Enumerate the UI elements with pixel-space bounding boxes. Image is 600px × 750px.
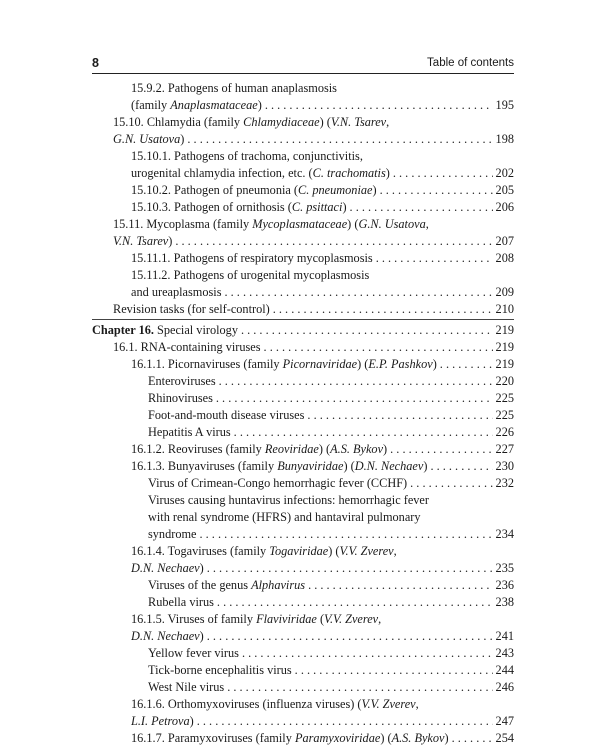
text-segment: )	[342, 200, 347, 214]
toc-entry-title	[113, 115, 389, 129]
toc-entry-title	[131, 284, 222, 301]
toc-page-number: 254	[495, 731, 514, 745]
toc-line-15-11-b	[113, 233, 514, 250]
italic-text: D.N. Nechaev	[131, 629, 200, 643]
italic-text: V.V. Zverev	[339, 544, 394, 558]
toc-line-15-10-1-a	[131, 148, 514, 165]
italic-text: D.N. Nechaev	[131, 561, 200, 575]
toc-page-number: 219	[495, 340, 514, 354]
dot-leader	[200, 526, 493, 543]
italic-text: V.V. Zverev	[324, 612, 379, 626]
text-segment: 16.1.6. Orthomyxoviruses (influenza viruses) (	[131, 697, 362, 711]
text-segment: )	[385, 166, 390, 180]
dot-leader	[241, 322, 493, 339]
toc-line-16-1-1	[131, 356, 514, 373]
toc-line-15-9-2-a	[131, 80, 514, 97]
text-segment: and ureaplasmosis	[131, 285, 222, 299]
toc-entry-title	[148, 373, 216, 390]
dot-leader	[452, 730, 493, 747]
dot-leader	[295, 662, 493, 679]
toc-entry-title	[131, 441, 387, 458]
text-segment: Foot-and-mouth disease viruses	[148, 408, 305, 422]
dot-leader	[376, 250, 493, 267]
italic-text: Flaviviridae	[256, 612, 317, 626]
toc-entry-title	[131, 97, 262, 114]
toc-line-16-1-5-b	[131, 628, 514, 645]
text-segment: )	[257, 98, 262, 112]
toc-entry-title	[131, 149, 363, 163]
toc-line-16-1-4-b	[131, 560, 514, 577]
italic-text: V.N. Tsarev	[113, 234, 169, 248]
toc-entry-title	[148, 493, 429, 507]
dot-leader	[380, 182, 493, 199]
text-segment: ) (	[328, 544, 340, 558]
dot-leader	[264, 339, 493, 356]
toc-page-number: 219	[495, 357, 514, 371]
toc-page-number: 241	[495, 629, 514, 643]
toc-page-number: 230	[495, 459, 514, 473]
toc-entry-title	[113, 217, 429, 231]
toc-page-number: 208	[495, 251, 514, 265]
text-segment: ,	[386, 115, 390, 129]
toc-line-hfrs-b	[148, 509, 514, 526]
toc-entry-title	[131, 81, 337, 95]
toc-line-rhinoviruses	[148, 390, 514, 407]
toc-entry-title	[148, 390, 213, 407]
toc-page-number: 206	[495, 200, 514, 214]
text-segment: (	[316, 612, 325, 626]
toc-line-west-nile	[148, 679, 514, 696]
toc-page-number: 236	[495, 578, 514, 592]
toc-line-15-10-b	[113, 131, 514, 148]
italic-text: A.S. Bykov	[330, 442, 384, 456]
toc-page-number: 225	[495, 408, 514, 422]
text-segment: )	[383, 442, 388, 456]
dot-leader	[219, 373, 493, 390]
italic-text: L.I. Petrova	[131, 714, 190, 728]
text-segment: Yellow fever virus	[148, 646, 239, 660]
toc-page-number: 220	[495, 374, 514, 388]
toc-page-number: 235	[495, 561, 514, 575]
toc-page-number: 198	[495, 132, 514, 146]
text-segment: (family	[131, 98, 171, 112]
toc-entry-title	[131, 165, 390, 182]
text-segment: Viruses of the genus	[148, 578, 252, 592]
toc-line-15-11-2-a	[131, 267, 514, 284]
dot-leader	[440, 356, 493, 373]
text-segment: Virus of Crimean-Congo hemorrhagic fever (CCHF)	[148, 476, 408, 490]
italic-text: G.N. Usatova	[113, 132, 181, 146]
toc-entry-title	[131, 268, 369, 282]
dot-leader	[227, 679, 492, 696]
italic-text: Mycoplasmataceae	[252, 217, 348, 231]
text-segment: Revision tasks (for self-control)	[113, 302, 270, 316]
text-segment: 16.1.2. Reoviruses (family	[131, 442, 265, 456]
dot-leader	[207, 628, 493, 645]
text-segment: Viruses causing huntavirus infections: hemorrhagic fever	[148, 493, 429, 507]
text-segment: with renal syndrome (HFRS) and hantaviral pulmonary	[148, 510, 421, 524]
italic-text: Anaplasmataceae	[170, 98, 258, 112]
text-segment: 15.10.3. Pathogen of ornithosis (	[131, 200, 292, 214]
text-segment: )	[189, 714, 194, 728]
dot-leader	[187, 131, 492, 148]
toc-page-number: 234	[495, 527, 514, 541]
dot-leader	[242, 645, 493, 662]
toc-line-16-1-4-a	[131, 543, 514, 560]
text-segment: )	[199, 561, 204, 575]
toc-entry-title	[92, 322, 238, 339]
toc-page-number: 244	[495, 663, 514, 677]
text-segment: ,	[378, 612, 382, 626]
text-segment: )	[372, 183, 377, 197]
text-segment: ,	[425, 217, 429, 231]
toc-line-16-1-6-a	[131, 696, 514, 713]
toc-line-enteroviruses	[148, 373, 514, 390]
italic-text: Bunyaviridae	[277, 459, 344, 473]
text-segment: ,	[393, 544, 397, 558]
toc-line-15-9-2-b	[131, 97, 514, 114]
toc-page-number: 227	[495, 442, 514, 456]
toc-entry-title	[131, 560, 204, 577]
toc-entry-title	[131, 356, 437, 373]
text-segment: )	[444, 731, 449, 745]
text-segment: ) (	[347, 217, 359, 231]
italic-text: Reoviridae	[264, 442, 319, 456]
dot-leader	[430, 458, 492, 475]
italic-text: Picornaviridae	[282, 357, 358, 371]
text-segment: ,	[415, 697, 419, 711]
dot-leader	[273, 301, 493, 318]
toc-entry-title	[131, 182, 377, 199]
toc-entry-title	[131, 628, 204, 645]
toc-line-hepatitis-a	[148, 424, 514, 441]
text-segment: 16.1.5. Viruses of family	[131, 612, 257, 626]
toc-entry-title	[131, 697, 419, 711]
text-segment: ) (	[380, 731, 392, 745]
text-segment: West Nile virus	[148, 680, 225, 694]
toc-line-rubella	[148, 594, 514, 611]
dot-leader	[390, 441, 492, 458]
text-segment: 15.11.2. Pathogens of urogenital mycoplasmosis	[131, 268, 370, 282]
dot-leader	[410, 475, 492, 492]
toc-line-15-11-1	[131, 250, 514, 267]
dot-leader	[234, 424, 493, 441]
toc-line-revision-tasks	[113, 301, 514, 318]
text-segment: 16.1.3. Bunyaviruses (family	[131, 459, 278, 473]
toc-line-16-1-5-a	[131, 611, 514, 628]
toc-line-15-11-2-b	[131, 284, 514, 301]
toc-entry-title	[131, 250, 373, 267]
italic-text: Togaviridae	[269, 544, 329, 558]
text-segment: )	[423, 459, 428, 473]
toc-line-16-1-2	[131, 441, 514, 458]
page-number: 8	[92, 56, 99, 70]
text-segment: Hepatitis A virus	[148, 425, 231, 439]
toc-page-number: 226	[495, 425, 514, 439]
toc-page-number: 195	[495, 98, 514, 112]
text-segment: Rubella virus	[148, 595, 214, 609]
bold-text: Chapter 16.	[92, 323, 154, 337]
toc-entry-title	[131, 730, 449, 747]
text-segment: Special virology	[153, 323, 238, 337]
text-segment: )	[168, 234, 173, 248]
toc-entry-title	[148, 475, 407, 492]
toc-line-16-1-6-b	[131, 713, 514, 730]
toc-entry-title	[148, 424, 231, 441]
toc-entry-title	[148, 577, 305, 594]
italic-text: V.N. Tsarev	[330, 115, 387, 129]
text-segment: 16.1.4. Togaviruses (family	[131, 544, 270, 558]
text-segment: ) (	[343, 459, 355, 473]
text-segment: 15.10.1. Pathogens of trachoma, conjunctivitis,	[131, 149, 363, 163]
italic-text: E.P. Pashkov	[368, 357, 433, 371]
toc-line-15-10-2	[131, 182, 514, 199]
toc-entry-title	[131, 199, 347, 216]
chapter-separator	[92, 319, 514, 320]
text-segment: Enteroviruses	[148, 374, 216, 388]
toc-page-number: 225	[495, 391, 514, 405]
text-segment: 15.11.1. Pathogens of respiratory mycoplasmosis	[131, 251, 373, 265]
text-segment: 15.11. Mycoplasma (family	[113, 217, 253, 231]
toc-page-number: 246	[495, 680, 514, 694]
italic-text: C. psittaci	[291, 200, 343, 214]
toc-page-number: 238	[495, 595, 514, 609]
dot-leader	[197, 713, 493, 730]
toc-line-alphavirus	[148, 577, 514, 594]
text-segment: )	[432, 357, 437, 371]
toc-page-number: 243	[495, 646, 514, 660]
dot-leader	[308, 577, 492, 594]
toc-page-number: 210	[495, 302, 514, 316]
toc-line-cchf	[148, 475, 514, 492]
toc-page-number: 219	[495, 323, 514, 337]
toc-line-16-1-7	[131, 730, 514, 747]
toc-entry-title	[131, 713, 194, 730]
toc-page-number: 209	[495, 285, 514, 299]
italic-text: G.N. Usatova	[358, 217, 426, 231]
header-rule	[92, 73, 514, 74]
toc-line-hfrs-a	[148, 492, 514, 509]
toc-page-number: 202	[495, 166, 514, 180]
running-title: Table of contents	[427, 57, 514, 69]
text-segment: Rhinoviruses	[148, 391, 213, 405]
toc-page-number: 247	[495, 714, 514, 728]
dot-leader	[393, 165, 493, 182]
text-segment: 16.1. RNA-containing viruses	[113, 340, 261, 354]
text-segment: ) (	[319, 115, 331, 129]
italic-text: C. pneumoniae	[298, 183, 373, 197]
toc-line-15-11-a	[113, 216, 514, 233]
italic-text: V.V. Zverev	[361, 697, 416, 711]
dot-leader	[216, 390, 493, 407]
toc-entry-title	[113, 233, 172, 250]
text-segment: ) (	[357, 357, 369, 371]
toc-page-number: 205	[495, 183, 514, 197]
toc-entry-title	[131, 544, 397, 558]
toc-entry-title	[148, 662, 292, 679]
toc-entry-title	[148, 510, 421, 524]
toc-entry-title	[148, 645, 239, 662]
page-header	[92, 56, 514, 74]
dot-leader	[265, 97, 493, 114]
text-segment: urogenital chlamydia infection, etc. (	[131, 166, 313, 180]
dot-leader	[225, 284, 493, 301]
italic-text: Paramyxoviridae	[294, 731, 381, 745]
text-segment: 15.10.2. Pathogen of pneumonia (	[131, 183, 299, 197]
toc-line-15-10-3	[131, 199, 514, 216]
text-segment: 15.10. Chlamydia (family	[113, 115, 244, 129]
toc-page-number: 207	[495, 234, 514, 248]
text-segment: )	[180, 132, 185, 146]
toc-line-yellow-fever	[148, 645, 514, 662]
dot-leader	[217, 594, 493, 611]
italic-text: D.N. Nechaev	[354, 459, 424, 473]
italic-text: Alphavirus	[251, 578, 306, 592]
toc-entry-title	[148, 679, 224, 696]
dot-leader	[207, 560, 493, 577]
toc-entry-title	[113, 301, 270, 318]
toc-line-15-10-a	[113, 114, 514, 131]
text-segment: 16.1.7. Paramyxoviruses (family	[131, 731, 295, 745]
toc-entry-title	[131, 612, 381, 626]
italic-text: Chlamydiaceae	[243, 115, 320, 129]
toc-entry-title	[148, 594, 214, 611]
toc-line-chapter-16	[92, 322, 514, 339]
toc-line-15-10-1-b	[131, 165, 514, 182]
toc-entry-title	[113, 131, 184, 148]
dot-leader	[350, 199, 493, 216]
italic-text: C. trachomatis	[312, 166, 386, 180]
toc-entry-title	[148, 407, 304, 424]
toc-line-foot-and-mouth	[148, 407, 514, 424]
toc-entry-title	[113, 339, 261, 356]
toc-page-number: 232	[495, 476, 514, 490]
text-segment: 15.9.2. Pathogens of human anaplasmosis	[131, 81, 337, 95]
toc-entry-title	[131, 458, 427, 475]
toc-line-16-1	[113, 339, 514, 356]
dot-leader	[307, 407, 492, 424]
toc-entry-title	[148, 526, 197, 543]
text-segment: ) (	[318, 442, 331, 456]
text-segment: Tick-borne encephalitis virus	[148, 663, 292, 677]
text-segment: syndrome	[148, 527, 197, 541]
toc-line-16-1-3	[131, 458, 514, 475]
toc-line-tick-borne	[148, 662, 514, 679]
text-segment: 16.1.1. Picornaviruses (family	[131, 357, 283, 371]
dot-leader	[175, 233, 492, 250]
text-segment: )	[199, 629, 204, 643]
italic-text: A.S. Bykov	[391, 731, 445, 745]
toc-line-hfrs-c	[148, 526, 514, 543]
